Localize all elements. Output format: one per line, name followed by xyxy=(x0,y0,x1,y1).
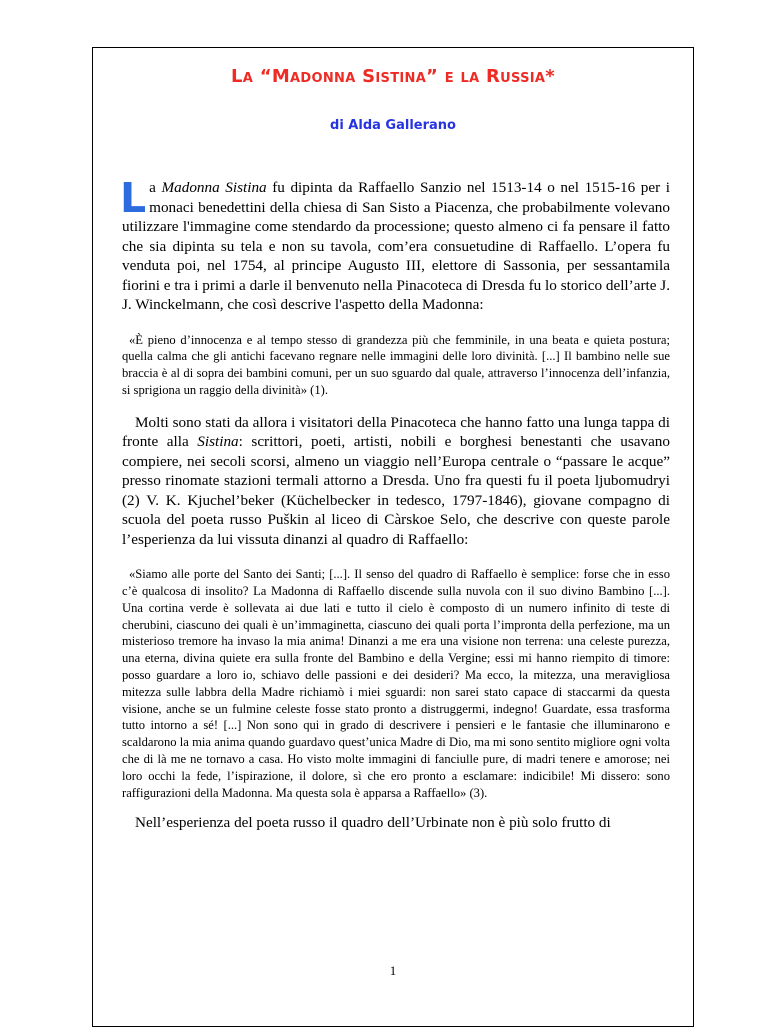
paragraph-visitors xyxy=(122,413,670,550)
article-author: di Alda Gallerano xyxy=(330,118,456,133)
sistina-italic: Sistina xyxy=(197,433,239,451)
drop-cap: L xyxy=(120,174,147,222)
paragraph-continuation: Nell’esperienza del poeta russo il quadro dell’Urbinate non è più solo frutto di xyxy=(135,814,611,832)
artwork-title-italic: Madonna Sistina xyxy=(161,179,267,196)
paragraph-visitors-text-b: : scrittori, poeti, artisti, nobili e borghesi benestanti che usavano compiere, nei secoli scorsi, almeno un viaggio nell’Europa centrale o “passare le acque” presso rinomate stazioni termali attorno a Dresda. Uno fra questi fu il poeta ljubomudryi (2) V. K. Kjuchel’beker (Küchelbecker in tedesco, 1797-1846), giovane compagno di scuola del poeta russo Puškin al liceo di Càrskoe Selo, che descrive con queste parole l’esperienza da lui vissuta dinanzi al quadro di Raffaello: xyxy=(122,433,670,548)
page-number: 1 xyxy=(389,963,397,978)
quote-winckelmann: «È pieno d’innocenza e al tempo stesso di grandezza più che femminile, in una beata e quieta postura; quella calma che gli antichi facevano regnare nelle immagini delle loro divinità. [...] Il bambino nelle sue braccia è al di sopra dei bambini comuni, per un suo sguardo dal quale, attraverso l’innocenza dell’infanzia, si sprigiona un raggio della divinità» (1). xyxy=(122,332,670,397)
paragraph-intro-text-a: a xyxy=(149,179,162,196)
article-body xyxy=(120,174,670,833)
paragraph-intro-text-b: fu dipinta da Raffaello Sanzio nel 1513-14 o nel 1515-16 per i monaci benedettini della chiesa di San Sisto a Piacenza, che probabilmente volevano utilizzare l'immagine come stendardo da processione; questo almeno ci fa pensare il fatto che sia dipinta su tela e non su tavola, com’era consuetudine di Raffaello. L’opera fu venduta poi, nel 1754, al principe Augusto III, elettore di Sassonia, per sessantamila fiorini e tra i primi a darle il benvenuto nella Pinacoteca di Dresda fu lo storico dell’arte J. J. Winckelmann, che così descrive l'aspetto della Madonna: xyxy=(122,179,670,313)
article-title: La “Madonna Sistina” e la Russia* xyxy=(231,66,555,87)
paragraph-intro xyxy=(120,174,670,315)
paragraph-visitors-text-a: Molti sono stati da allora i visitatori della Pinacoteca che hanno fatto una lunga tappa di fronte alla xyxy=(122,413,670,451)
quote-kjuchelbeker: «Siamo alle porte del Santo dei Santi; [...]. Il senso del quadro di Raffaello è semplice: forse che in esso c’è qualcosa di insolito? La Madonna di Raffaello discende sulla nuvola con il suo divino Bambino [...]. Una cortina verde è sollevata ai due lati e tutto il cielo è composto di un numero infinito di teste di cherubini, ciascuno dei quali è un’immaginetta, ciascuno dei quali porta l’impronta della perfezione, ma un misterioso tremore ha invaso la mia anima! Dinanzi a me era una visione non terrena: una celeste purezza, una eterna, divina quiete era sulla fronte del Bambino e della Vergine; essi mi hanno riempito di timore: posso guardare a loro io, schiavo delle passioni e dei desideri? Ma ecco, la mitezza, una meravigliosa mitezza sulle labbra della Madre richiamò i miei sguardi: non sarei stato capace di staccarmi da questa visione, anche se un fulmine celeste fosse stato pronto a distruggermi, indegno! Guardate, essa trasforma tutto intorno a sé! [...] Non sono qui in grado di descrivere i pensieri e le fantasie che illuminarono e scaldarono la mia anima quando guardavo quest’unica Madre di Dio, ma mi sono sentito migliore ogni volta che di là me ne tornavo a casa. Ho visto molte immagini di fanciulle pure, di madri tenere e amorose; nei loro occhi la fede, l’ispirazione, il dolore, sì che ero pronto a esclamare: indicibile! Mi dissero: sono raffigurazioni della Madonna. Ma questa sola è apparsa a Raffaello» (3). xyxy=(122,567,670,800)
